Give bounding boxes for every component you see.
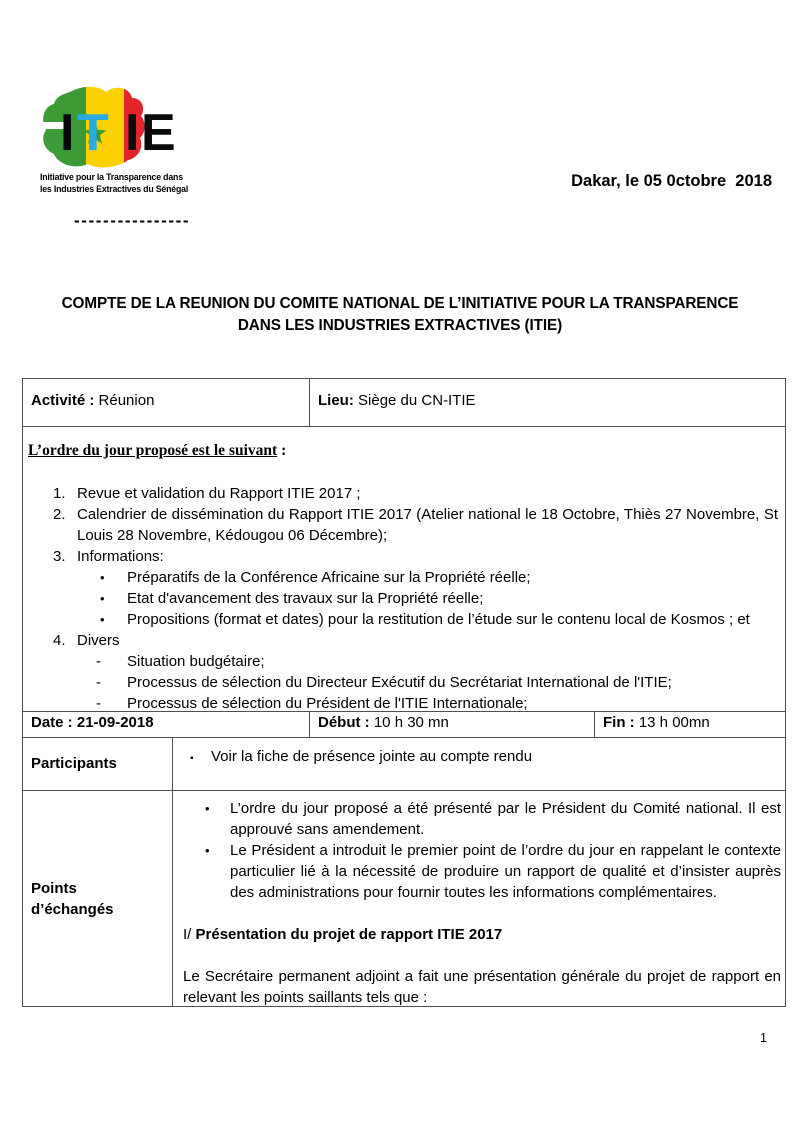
itie-letter-i2: I [125,104,140,162]
agenda-item [28,609,781,630]
location-value: Siège du CN-ITIE [358,392,476,409]
agenda-heading-text: L’ordre du jour proposé est le suivant [28,442,278,459]
square-bullet-icon: ▪ [190,753,194,764]
activity-label: Activité : [31,392,95,409]
points-label-line1: Points [31,879,77,897]
agenda-item-text: Revue et validation du Rapport ITIE 2017 ; [77,485,361,502]
agenda-item [28,504,781,546]
agenda-item-marker: 3. [53,548,66,565]
agenda-item-text: Divers [77,632,120,649]
location-cell [310,379,785,426]
participants-label-cell: Participants [23,738,173,790]
points-label-line2: d’échangés [31,900,114,918]
page-number: 1 [760,1031,767,1045]
document-title [0,293,800,337]
info-table [22,378,786,1007]
section-heading [183,924,783,945]
end-time-value: 13 h 00mn [638,714,710,731]
agenda-item-text: Processus de sélection du Directeur Exécutif du Secrétariat International de l'ITIE; [127,674,672,691]
points-content-cell [173,791,785,1006]
datetime-row [23,712,785,738]
dash-icon: - [96,674,101,691]
discussion-bullet [173,840,783,903]
points-row [23,791,785,1006]
points-label-cell [23,791,173,1006]
agenda-heading-suffix: : [277,442,287,459]
activity-value: Réunion [98,392,155,409]
dash-icon: - [96,695,101,712]
agenda-item [28,483,781,504]
document-title-line2: DANS LES INDUSTRIES EXTRACTIVES (ITIE) [237,317,563,334]
location-label: Lieu: [318,392,354,409]
section-heading-title: Présentation du projet de rapport ITIE 2017 [195,926,503,943]
bullet-icon: • [205,843,210,858]
agenda-item-text: Propositions (format et dates) pour la restitution de l’étude sur le contenu local de Kosmos ; et [127,611,750,628]
activity-cell [23,379,310,426]
separator-dashes: ---------------- [74,211,191,230]
participants-row [23,738,785,791]
agenda-item [28,693,781,714]
bullet-icon: • [205,801,210,816]
participants-note-cell [173,738,785,790]
end-time-cell [595,712,785,737]
date-line: Dakar, le 05 0ctobre 2018 [571,172,772,190]
agenda-row [23,427,785,712]
participants-note [173,738,785,769]
date-label: Date : [31,714,73,731]
agenda-item-text: Calendrier de dissémination du Rapport ITIE 2017 (Atelier national le 18 Octobre, Thiès 27 Novembre, St Louis 28 Novembre, Kédougou 06 Décembre); [77,506,778,544]
logo-caption-line2: les Industries Extractives du Sénégal [40,184,189,194]
bullet-icon: • [100,570,105,585]
logo-caption-line1: Initiative pour la Transparence dans [40,172,183,182]
bullet-icon: • [100,612,105,627]
agenda-item-text: Préparatifs de la Conférence Africaine sur la Propriété réelle; [127,569,531,586]
agenda-heading [28,441,781,461]
date-cell [23,712,310,737]
start-time-label: Début : [318,714,370,731]
section-paragraph: Le Secrétaire permanent adjoint a fait une présentation générale du projet de rapport en relevant les points saillants tels que : [183,968,781,1006]
agenda-item [28,651,781,672]
agenda-item-marker: 1. [53,485,66,502]
agenda-item-marker: 4. [53,632,66,649]
participants-note-text: Voir la fiche de présence jointe au compte rendu [211,748,533,765]
agenda-item-text: Etat d'avancement des travaux sur la Propriété réelle; [127,590,484,607]
section-heading-prefix: I/ [183,926,196,943]
itie-letter-e: E [141,104,176,162]
agenda-item [28,630,781,651]
activity-row [23,379,785,427]
agenda-item-text: Processus de sélection du Président de l'ITIE Internationale; [127,695,528,712]
bullet-icon: • [100,591,105,606]
agenda-item [28,546,781,567]
end-time-label: Fin : [603,714,635,731]
dash-icon: - [96,653,101,670]
itie-logo [40,86,215,195]
discussion-bullet-text: L’ordre du jour proposé a été présenté par le Président du Comité national. Il est approuvé sans amendement. [230,800,781,838]
discussion-bullet [173,798,783,840]
agenda-item-text: Informations: [77,548,164,565]
senegal-map-graphic [40,86,200,170]
agenda-item [28,567,781,588]
agenda-item [28,672,781,693]
start-time-value: 10 h 30 mn [373,714,449,731]
discussion-bullet-text: Le Président a introduit le premier point de l’ordre du jour en rappelant le contexte particulier lié à la nécessité de produire un rapport de qualité et d’insister auprès des administrations pour fournir toutes les informations complémentaires. [230,842,781,901]
agenda-item-text: Situation budgétaire; [127,653,265,670]
agenda-item-marker: 2. [53,506,66,523]
itie-letter-t: T [77,104,109,162]
document-title-line1: COMPTE DE LA REUNION DU COMITE NATIONAL DE L’INITIATIVE POUR LA TRANSPARENCE [61,295,739,312]
itie-letter-i1: I [60,104,75,162]
logo-caption [40,171,215,195]
agenda-item [28,588,781,609]
date-value: 21-09-2018 [76,714,154,731]
start-time-cell [310,712,595,737]
